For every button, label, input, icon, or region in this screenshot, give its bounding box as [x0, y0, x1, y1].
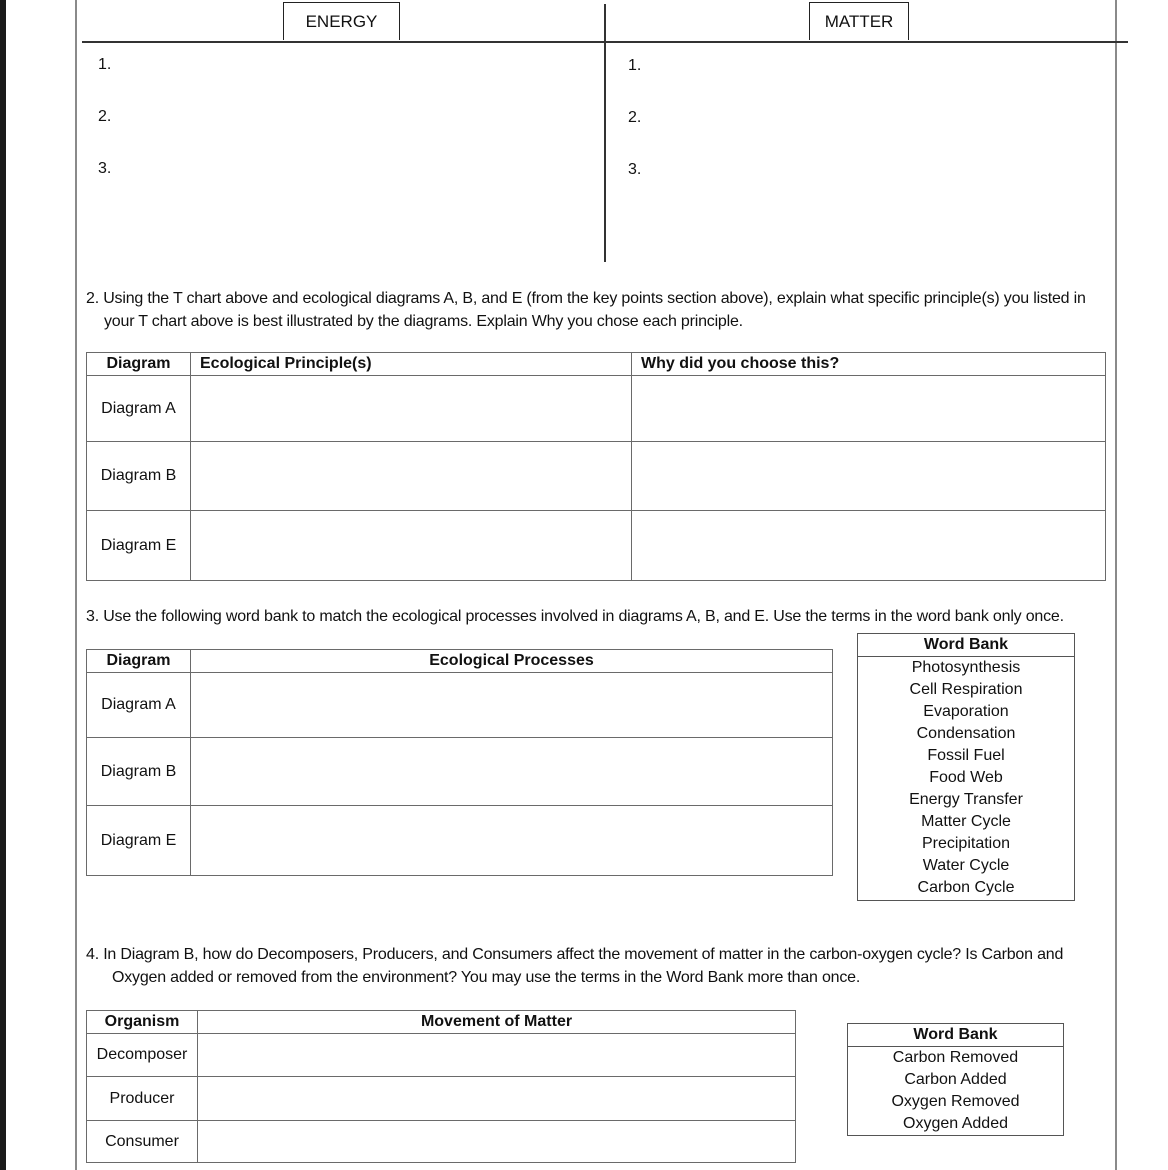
process-cell-e[interactable]: [191, 806, 833, 876]
movement-cell-consumer[interactable]: [198, 1121, 796, 1163]
page-border-left: [75, 0, 77, 1170]
word-bank-processes: [857, 633, 1075, 901]
header-ecological-principles: Ecological Principle(s): [191, 353, 632, 376]
matter-item-3[interactable]: 3.: [628, 161, 642, 178]
row-label: Diagram B: [87, 442, 191, 511]
question-4-line-1: 4. In Diagram B, how do Decomposers, Producers, and Consumers affect the movement of matter in the carbon-oxygen cycle? Is Carbon and: [86, 946, 1064, 963]
table-row: [87, 511, 1106, 581]
table-row: [87, 442, 1106, 511]
word-bank-item: Energy Transfer: [909, 791, 1023, 808]
header-diagram: Diagram: [87, 353, 191, 376]
window-edge: [0, 0, 6, 1170]
movement-cell-decomposer[interactable]: [198, 1034, 796, 1077]
question-2: [86, 287, 1116, 333]
question-2-line-2: your T chart above is best illustrated by the diagrams. Explain Why you chose each principle.: [104, 313, 743, 330]
word-bank-item: Photosynthesis: [911, 659, 1021, 676]
header-diagram: Diagram: [87, 650, 191, 673]
energy-item-3[interactable]: 3.: [98, 160, 112, 177]
word-bank-item: Oxygen Added: [903, 1115, 1008, 1132]
row-label: Diagram A: [87, 673, 191, 738]
why-cell-e[interactable]: [632, 511, 1106, 581]
word-bank-item: Matter Cycle: [921, 813, 1011, 830]
energy-item-1[interactable]: 1.: [98, 56, 112, 73]
energy-item-2[interactable]: 2.: [98, 108, 112, 125]
word-bank-item: Fossil Fuel: [927, 747, 1005, 764]
why-cell-b[interactable]: [632, 442, 1106, 511]
row-label: Decomposer: [87, 1034, 198, 1077]
question-3: 3. Use the following word bank to match the ecological processes involved in diagrams A, B, and E. Use the terms in the word bank only once.: [86, 608, 1064, 625]
word-bank-matter: [847, 1023, 1064, 1136]
table-row: [87, 738, 833, 806]
word-bank-title: Word Bank: [858, 634, 1074, 657]
table-row: [87, 673, 833, 738]
table-row: [87, 1034, 796, 1077]
word-bank-item: Carbon Removed: [892, 1049, 1019, 1066]
table-row: [87, 1077, 796, 1121]
word-bank-item: Carbon Added: [904, 1071, 1007, 1088]
word-bank-item: Water Cycle: [922, 857, 1010, 874]
principle-cell-a[interactable]: [191, 376, 632, 442]
word-bank-item: Carbon Cycle: [917, 879, 1015, 896]
t-chart-vertical-line: [604, 4, 606, 262]
header-ecological-processes: Ecological Processes: [191, 650, 833, 673]
processes-table: [86, 649, 833, 876]
header-why-chosen: Why did you choose this?: [632, 353, 1106, 376]
word-bank-item: Oxygen Removed: [891, 1093, 1020, 1110]
matter-item-2[interactable]: 2.: [628, 109, 642, 126]
table-row: [87, 806, 833, 876]
row-label: Diagram A: [87, 376, 191, 442]
energy-heading: ENERGY: [283, 2, 400, 40]
process-cell-b[interactable]: [191, 738, 833, 806]
row-label: Diagram E: [87, 511, 191, 581]
matter-item-1[interactable]: 1.: [628, 57, 642, 74]
header-organism: Organism: [87, 1011, 198, 1034]
row-label: Consumer: [87, 1121, 198, 1163]
question-2-line-1: 2. Using the T chart above and ecological diagrams A, B, and E (from the key points section above), explain what specific principle(s) you listed in: [86, 290, 1086, 307]
row-label: Diagram E: [87, 806, 191, 876]
word-bank-item: Precipitation: [921, 835, 1011, 852]
page-border-right: [1115, 0, 1117, 1170]
principle-cell-e[interactable]: [191, 511, 632, 581]
table-row: [87, 376, 1106, 442]
word-bank-item: Condensation: [916, 725, 1016, 742]
movement-cell-producer[interactable]: [198, 1077, 796, 1121]
word-bank-item: Evaporation: [923, 703, 1009, 720]
process-cell-a[interactable]: [191, 673, 833, 738]
question-4-line-2: Oxygen added or removed from the environment? You may use the terms in the Word Bank more than once.: [112, 969, 861, 986]
row-label: Producer: [87, 1077, 198, 1121]
question-4: [86, 943, 1116, 989]
matter-heading: MATTER: [809, 2, 909, 40]
header-movement-of-matter: Movement of Matter: [198, 1011, 796, 1034]
row-label: Diagram B: [87, 738, 191, 806]
word-bank-item: Cell Respiration: [909, 681, 1023, 698]
table-row: [87, 1121, 796, 1163]
movement-table: [86, 1010, 796, 1163]
principles-table: [86, 352, 1106, 581]
word-bank-item: Food Web: [929, 769, 1003, 786]
principle-cell-b[interactable]: [191, 442, 632, 511]
word-bank-title: Word Bank: [848, 1024, 1063, 1047]
why-cell-a[interactable]: [632, 376, 1106, 442]
